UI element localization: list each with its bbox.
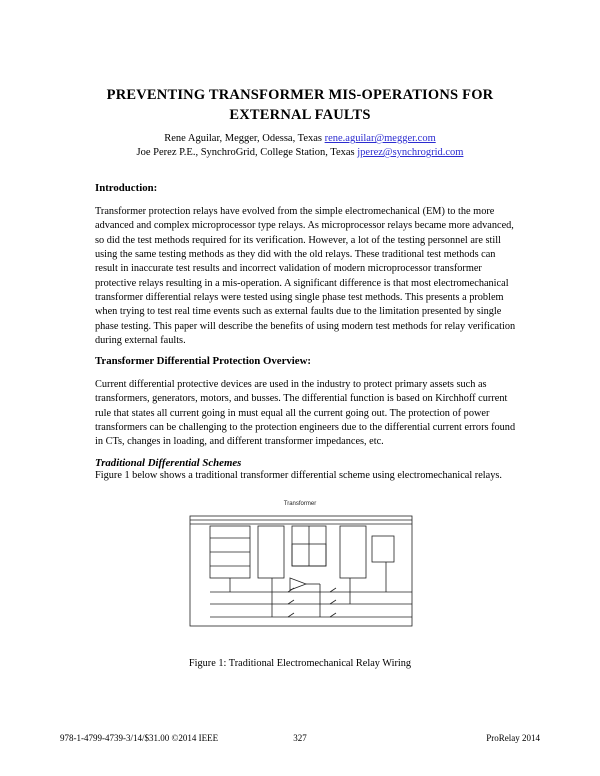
overview-paragraph: Current differential protective devices are used in the industry to protect primary assets such as transformers, generators, motors, and busses. The differential function is based on Kirchhoff current rule that states all current going in must equal all the current going out. The protection of power transformers can be challenging to the protection engineers due to the differential current errors found in CTs, changes in loading, and different transformer impedances, etc.: [95, 379, 516, 448]
wiring-diagram-svg: [180, 496, 420, 646]
figure-label-transformer: Transformer: [283, 501, 317, 507]
footer-conference: ProRelay 2014: [486, 733, 540, 743]
schemes-paragraph: Figure 1 below shows a traditional transformer differential scheme using electromechanical relays.: [95, 470, 502, 481]
author-line-2: [60, 146, 540, 160]
figure-1-caption: Figure 1: Traditional Electromechanical Relay Wiring: [188, 658, 412, 669]
figure-1-wiring-diagram: [180, 496, 420, 646]
section-heading-introduction: Introduction:: [95, 182, 158, 194]
author-email-link[interactable]: rene.aguilar@megger.com: [324, 133, 436, 144]
title-line-1: PREVENTING TRANSFORMER MIS-OPERATIONS FOR: [106, 87, 494, 103]
author-affiliation: Joe Perez P.E., SynchroGrid, College Station, Texas: [136, 147, 355, 158]
introduction-paragraph: Transformer protection relays have evolved from the simple electromechanical (EM) to the more advanced and complex microprocessor type relays. As microprocessor relays became more advanced, so did the test methods required for its verification. However, a lot of the testing personnel are still using the same testing methods as they did with the old relays. These traditional test methods can result in inaccurate test results and incorrect validation of modern microprocessor transformer protective relays resulting in a mis-operation. A significant difference is that most electromechanical transformer differential relays were tested using single phase test methods. This presents a problem when trying to test real time events such as external faults due to the limitation presented by single phase testing. This paper will describe the benefits of using modern test methods for relay verification during external faults.: [95, 206, 516, 347]
footer-isbn: 978-1-4799-4739-3/14/$31.00 ©2014 IEEE: [60, 733, 219, 743]
footer-page-number: 327: [293, 733, 307, 743]
author-affiliation: Rene Aguilar, Megger, Odessa, Texas: [164, 133, 322, 144]
author-email-link[interactable]: jperez@synchrogrid.com: [357, 147, 464, 158]
title-line-2: EXTERNAL FAULTS: [229, 107, 371, 123]
paper-title: [70, 85, 530, 125]
author-line-1: [60, 132, 540, 146]
subsection-heading-schemes: Traditional Differential Schemes: [95, 457, 242, 469]
section-heading-overview: Transformer Differential Protection Overview:: [95, 355, 311, 367]
